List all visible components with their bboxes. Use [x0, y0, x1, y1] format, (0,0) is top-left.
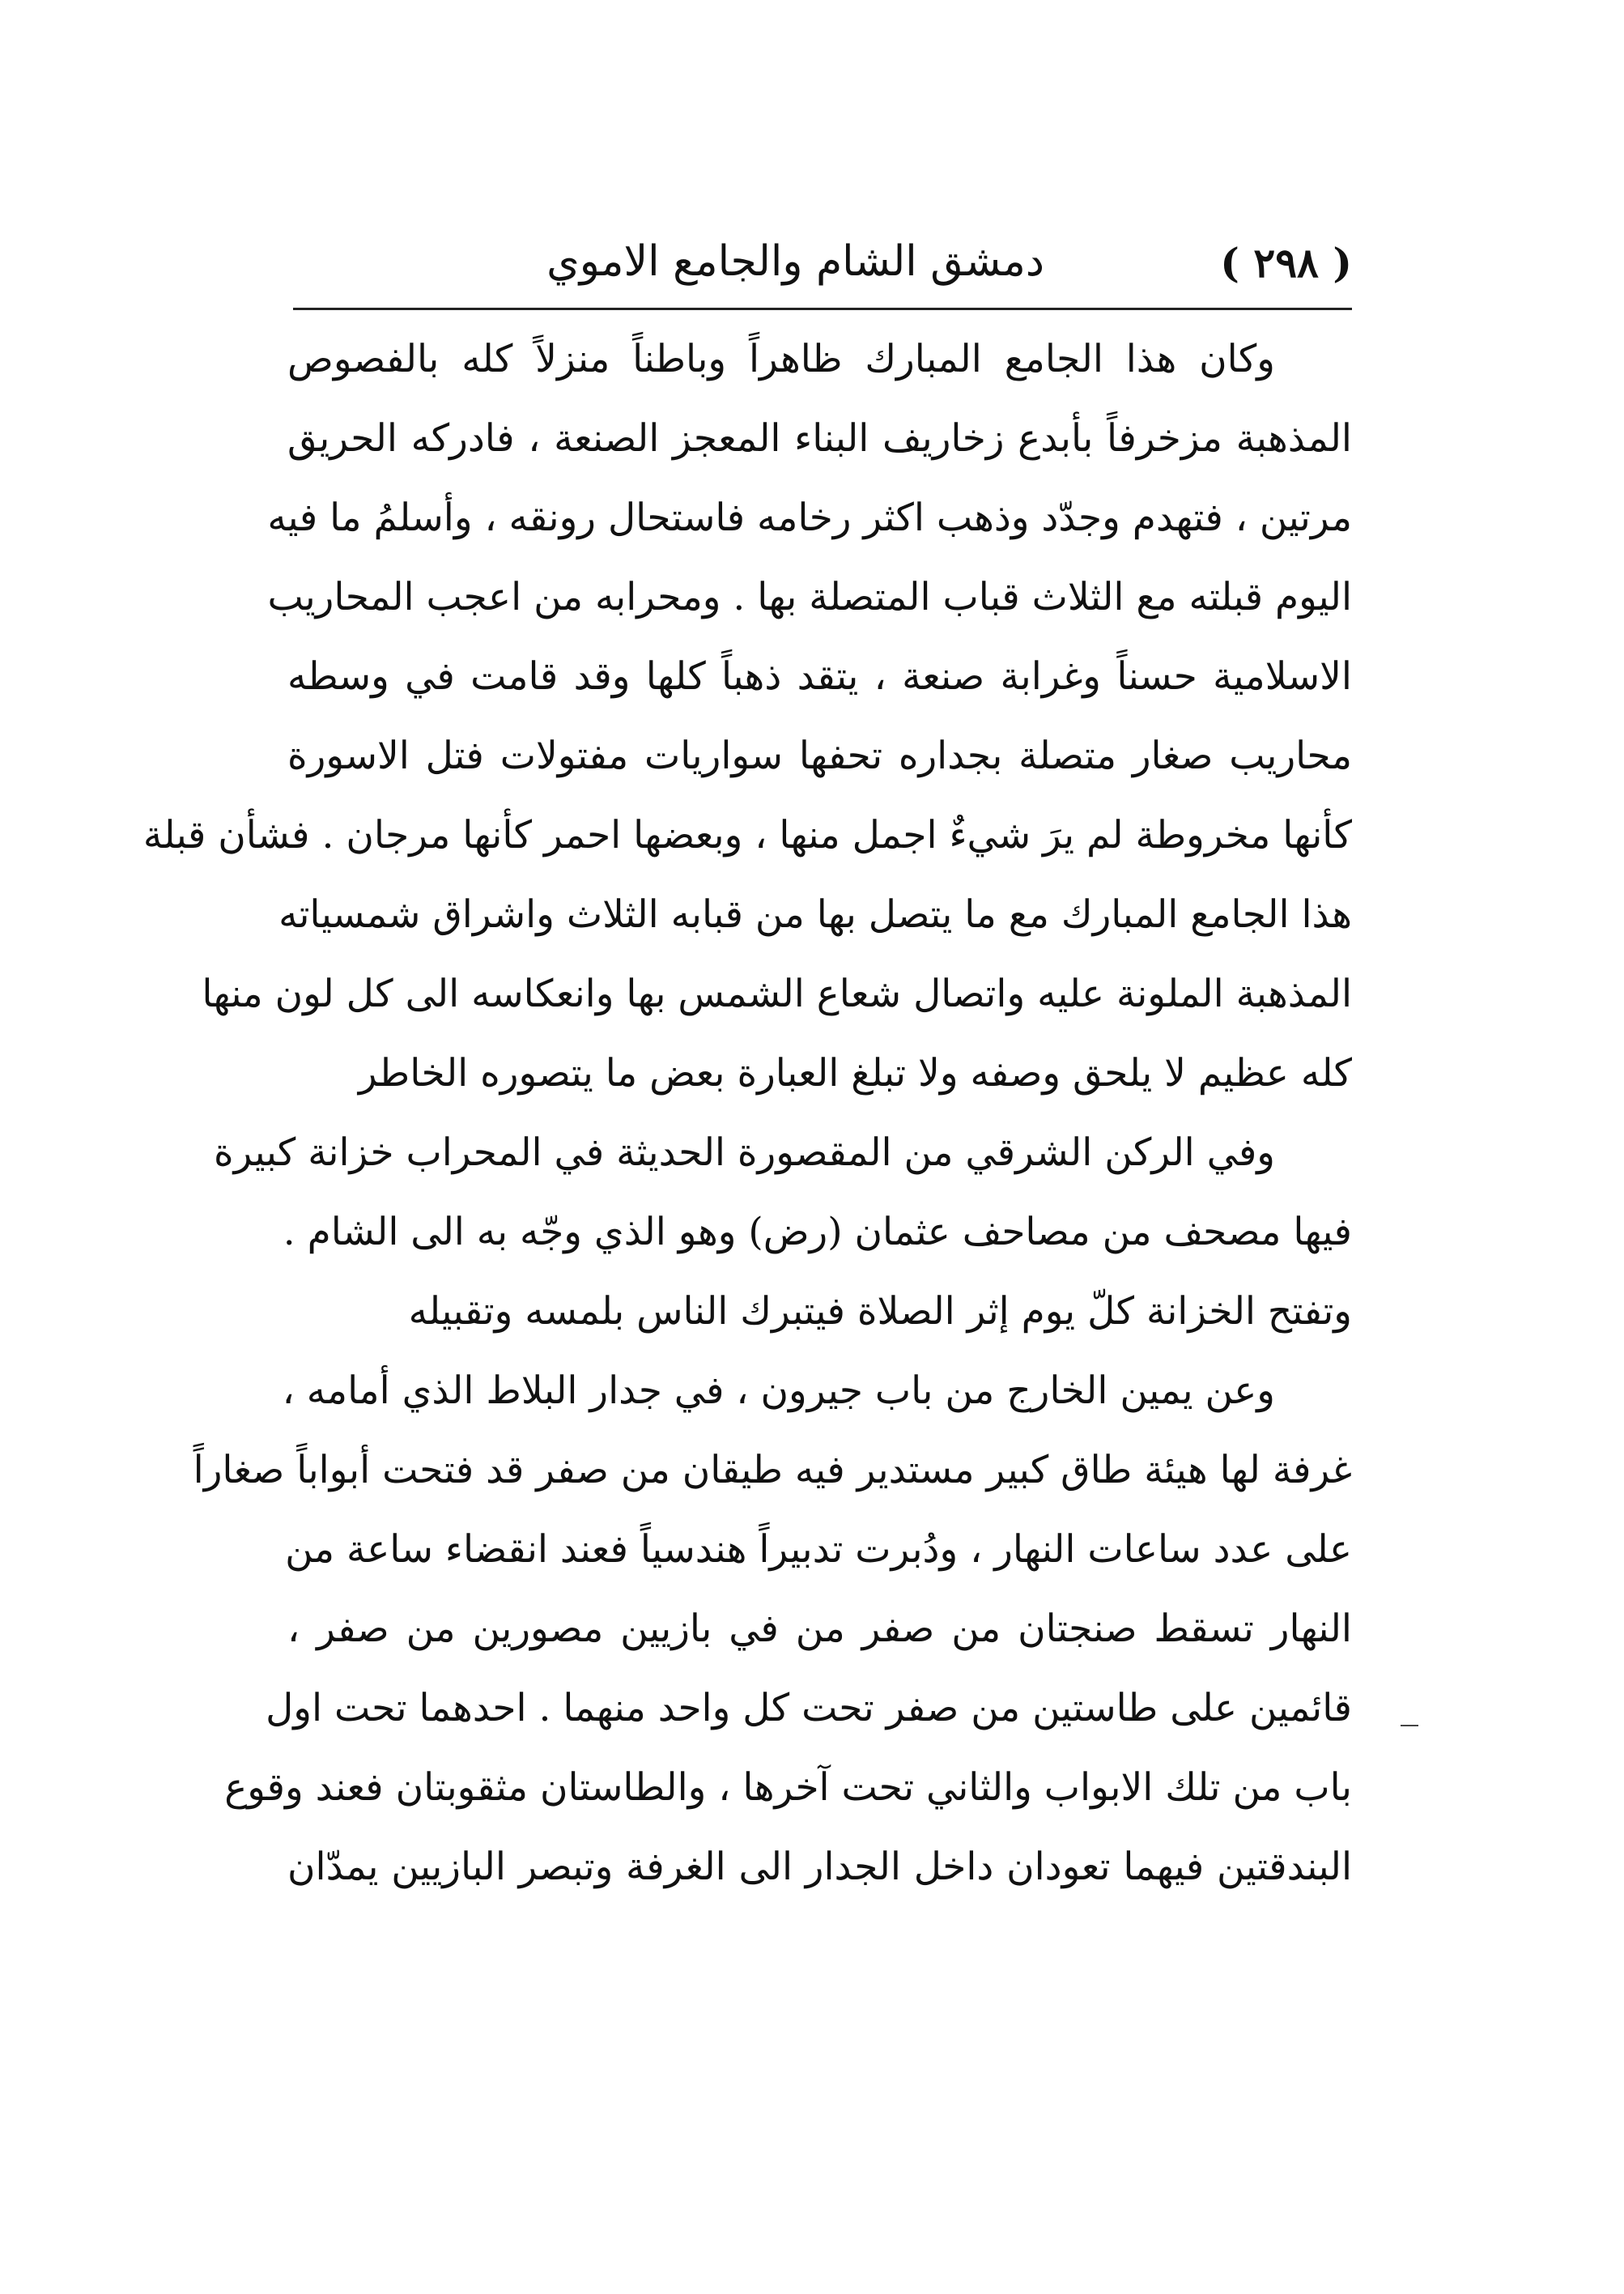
running-title: دمشق الشام والجامع الاموي — [546, 237, 1044, 286]
margin-mark — [1401, 1725, 1418, 1726]
text-line: المذهبة مزخرفاً بأبدع زخاريف البناء المعجز الصنعة ، فادركه الحريق — [287, 416, 1352, 461]
text-line: البندقتين فيهما تعودان داخل الجدار الى الغرفة وتبصر البازيين يمدّان — [287, 1845, 1352, 1889]
text-line: وكان هذا الجامع المبارك ظاهراً وباطناً منزلاً كله بالفصوص — [287, 337, 1275, 381]
page-number: ( ٢٩٨ ) — [1220, 239, 1352, 287]
text-line: كله عظيم لا يلحق وصفه ولا تبلغ العبارة بعض ما يتصوره الخاطر — [358, 1051, 1352, 1096]
text-line: غرفة لها هيئة طاق كبير مستدير فيه طيقان من صفر قد فتحت أبواباً صغاراً — [193, 1448, 1352, 1492]
text-line: وتفتح الخزانة كلّ يوم إثر الصلاة فيتبرك الناس بلمسه وتقبيله — [408, 1289, 1352, 1334]
text-line: قائمين على طاستين من صفر تحت كل واحد منهما . احدهما تحت اول — [266, 1686, 1352, 1730]
text-line: باب من تلك الابواب والثاني تحت آخرها ، والطاستان مثقوبتان فعند وقوع — [224, 1765, 1352, 1810]
text-line: على عدد ساعات النهار ، ودُبرت تدبيراً هندسياً فعند انقضاء ساعة من — [285, 1527, 1352, 1572]
text-line: اليوم قبلته مع الثلاث قباب المتصلة بها . ومحرابه من اعجب المحاريب — [267, 575, 1352, 619]
text-line: الاسلامية حسناً وغرابة صنعة ، يتقد ذهباً كلها وقد قامت في وسطه — [287, 654, 1352, 699]
text-line: مرتين ، فتهدم وجدّد وذهب اكثر رخامه فاستحال رونقه ، وأسلمُ ما فيه — [267, 496, 1352, 540]
text-line: المذهبة الملونة عليه واتصال شعاع الشمس بها وانعكاسه الى كل لون منها — [202, 972, 1352, 1016]
text-line: هذا الجامع المبارك مع ما يتصل بها من قبابه الثلاث واشراق شمسياته — [278, 892, 1352, 937]
page-header — [291, 231, 1352, 304]
text-line: محاريب صغار متصلة بجداره تحفها سواريات مفتولات فتل الاسورة — [287, 734, 1352, 778]
text-line: وفي الركن الشرقي من المقصورة الحديثة في المحراب خزانة كبيرة — [213, 1130, 1275, 1175]
text-line: النهار تسقط صنجتان من صفر من في بازيين مصورين من صفر ، — [287, 1607, 1352, 1651]
text-line: كأنها مخروطة لم يرَ شيءٌ اجمل منها ، وبعضها احمر كأنها مرجان . فشأن قبلة — [142, 813, 1352, 858]
text-line: وعن يمين الخارج من باب جيرون ، في جدار البلاط الذي أمامه ، — [282, 1368, 1275, 1413]
body-text — [142, 320, 1352, 1907]
text-line: فيها مصحف من مصاحف عثمان (رض) وهو الذي وجّه به الى الشام . — [283, 1210, 1352, 1254]
header-rule — [293, 308, 1352, 310]
